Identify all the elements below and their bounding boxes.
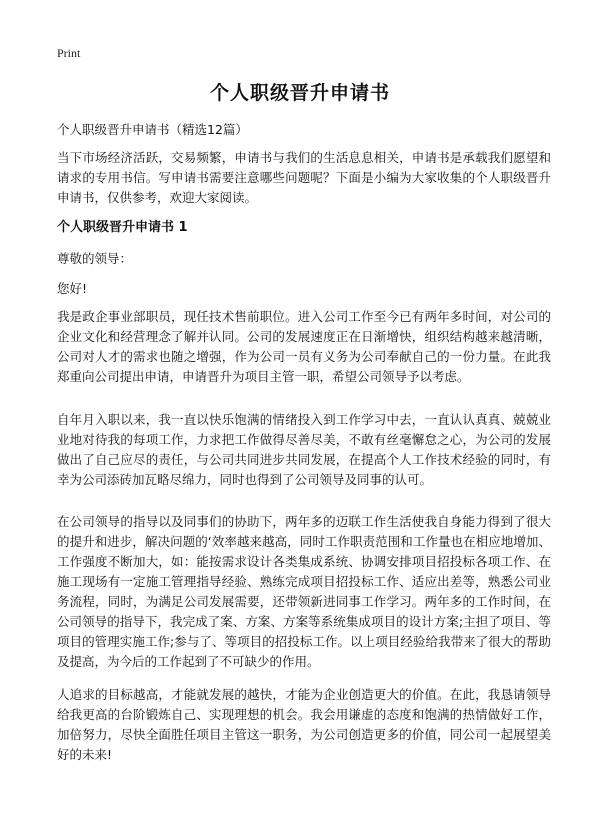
salutation: 尊敬的领导： <box>57 251 133 266</box>
greeting: 您好! <box>57 281 88 296</box>
body-paragraph: 自年月入职以来，我一直以快乐饱满的情绪投入到工作学习中去，一直认认真真、兢兢业业地对待我的每项工作，力求把工作做得尽善尽美，不敢有丝毫懈怠之心，为公司的发展做出了自己应尽的责任，与公司共同进步共同发展，在提高个人工作技术经验的同时，有幸为公司添砖加瓦略尽绵力，同时也得到了公司领导及同事的认可。 <box>57 412 551 487</box>
intro-paragraph: 当下市场经济活跃，交易频繁，申请书与我们的生活息息相关，申请书是承载我们愿望和请求的专用书信。写申请书需要注意哪些问题呢？下面是小编为大家收集的个人职级晋升申请书，仅供参考，欢迎大家阅读。 <box>57 150 551 205</box>
body-paragraph: 人追求的目标越高，才能就发展的越快，才能为企业创造更大的价值。在此，我恳请领导给我更高的台阶锻炼自己、实现理想的机会。我会用谦虚的态度和饱满的热情做好工作，加倍努力，尽快全面胜任项目主管这一职务，为公司创造更多的价值，同公司一起展望美好的未来! <box>57 687 551 762</box>
print-label: Print <box>57 46 81 60</box>
document-subtitle: 个人职级晋升申请书（精选12篇） <box>57 122 248 137</box>
page-title: 个人职级晋升申请书 <box>209 82 390 104</box>
body-paragraph: 在公司领导的指导以及同事们的协助下，两年多的迈联工作生活使我自身能力得到了很大的提升和进步，解决问题的‘效率越来越高，同时工作职责范围和工作量也在相应地增加、工作强度不断加大，如：能按需求设计各类集成系统、协调安排项目招投标各项工作、在施工现场有一定施工管理指导经验、熟练完成项目招投标工作、适应出差等，熟悉公司业务流程，同时，为满足公司发展需要，还带领新进同事工作学习。两年多的工作时间，在公司领导的指导下，我完成了案、方案、方案等系统集成项目的设计方案;主担了项目、等项目的管理实施工作;参与了、等项目的招投标工作。以上项目经验给我带来了很大的帮助及提高，为今后的工作起到了不可缺少的作用。 <box>57 514 551 669</box>
body-paragraph: 我是政企事业部职员，现任技术售前职位。进入公司工作至今已有两年多时间，对公司的企业文化和经营理念了解并认同。公司的发展速度正在日渐增快，组织结构越来越清晰，公司对人才的需求也随之增强，作为公司一员有义务为公司奉献自己的一份力量。在此我郑重向公司提出申请，申请晋升为项目主管一职，希望公司领导予以考虑。 <box>57 309 551 384</box>
section-heading: 个人职级晋升申请书 1 <box>57 220 188 235</box>
